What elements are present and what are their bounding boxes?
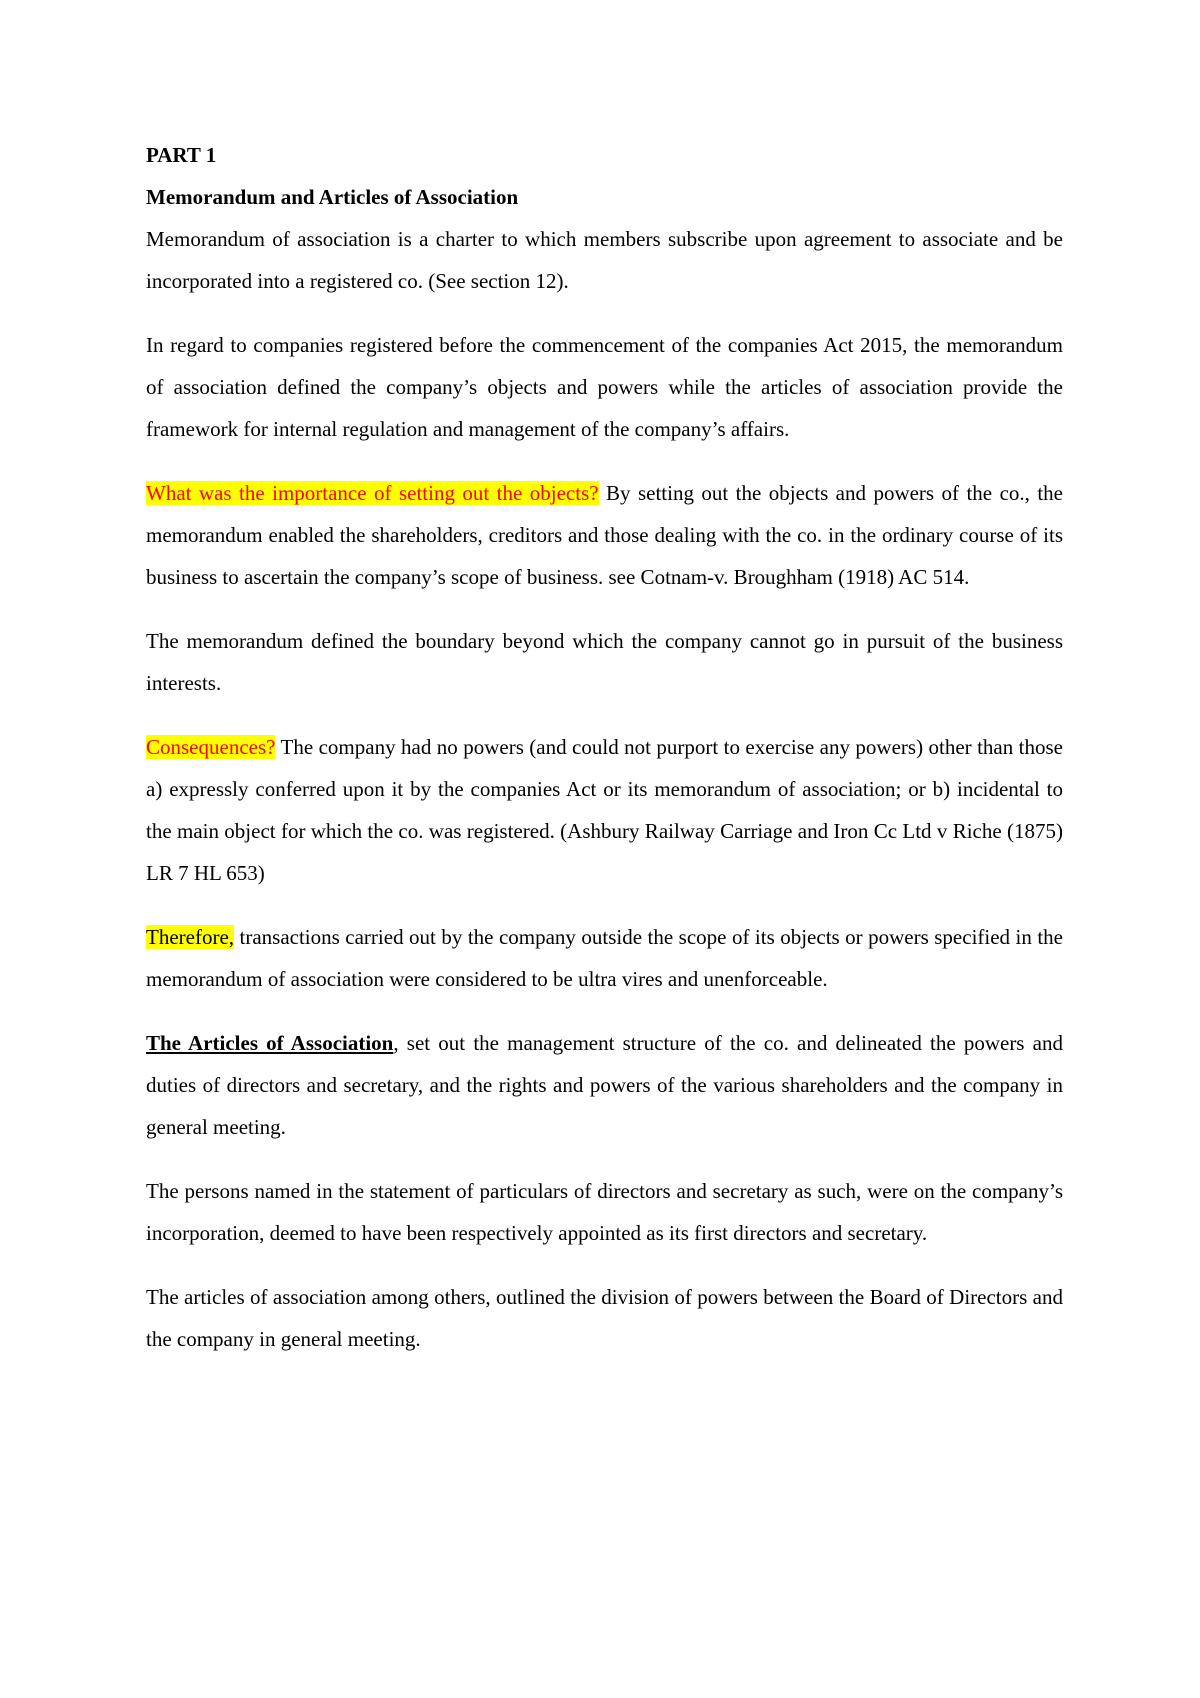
paragraph-importance-of-objects <box>146 472 1063 598</box>
articles-heading-term: The Articles of Association <box>146 1031 394 1055</box>
section-title: Memorandum and Articles of Association <box>146 185 519 209</box>
highlighted-question: Consequences? <box>146 735 276 759</box>
highlighted-lead-word: Therefore, <box>146 925 235 949</box>
paragraph-ultra-vires <box>146 916 1063 1000</box>
paragraph-body-text: By setting out the objects and powers of the co., the memorandum enabled the shareholders, creditors and those dealing with the co. in the ordinary course of its business to ascertain the company’s scope of business. see Cotnam-v. Broughham (1918) AC 514. <box>146 481 1063 589</box>
paragraph-body-text: transactions carried out by the company outside the scope of its objects or powers specified in the memorandum of association were considered to be ultra vires and unenforceable. <box>146 925 1063 991</box>
paragraph-division-of-powers: The articles of association among others, outlined the division of powers between the Board of Directors and the company in general meeting. <box>146 1285 1063 1351</box>
highlighted-question: What was the importance of setting out the objects? <box>146 481 599 505</box>
paragraph-consequences <box>146 726 1063 894</box>
part-heading: PART 1 <box>146 143 217 167</box>
paragraph-memorandum-definition: Memorandum of association is a charter to which members subscribe upon agreement to associate and be incorporated into a registered co. (See section 12). <box>146 227 1063 293</box>
paragraph-first-directors: The persons named in the statement of particulars of directors and secretary as such, were on the company’s incorporation, deemed to have been respectively appointed as its first directors and secretary. <box>146 1179 1063 1245</box>
paragraph-body-text: The company had no powers (and could not purport to exercise any powers) other than those a) expressly conferred upon it by the companies Act or its memorandum of association; or b) incidental to the main object for which the co. was registered. (Ashbury Railway Carriage and Iron Cc Ltd v Riche (1875) LR 7 HL 653) <box>146 735 1063 885</box>
paragraph-pre-2015-companies: In regard to companies registered before the commencement of the companies Act 2015, the memorandum of association defined the company’s objects and powers while the articles of association provide the framework for internal regulation and management of the company’s affairs. <box>146 333 1063 441</box>
document-page <box>146 134 1063 1360</box>
paragraph-body-text: , set out the management structure of the co. and delineated the powers and duties of directors and secretary, and the rights and powers of the various shareholders and the company in general meeting. <box>146 1031 1063 1139</box>
paragraph-articles-of-association <box>146 1022 1063 1148</box>
paragraph-boundary: The memorandum defined the boundary beyond which the company cannot go in pursuit of the business interests. <box>146 629 1063 695</box>
